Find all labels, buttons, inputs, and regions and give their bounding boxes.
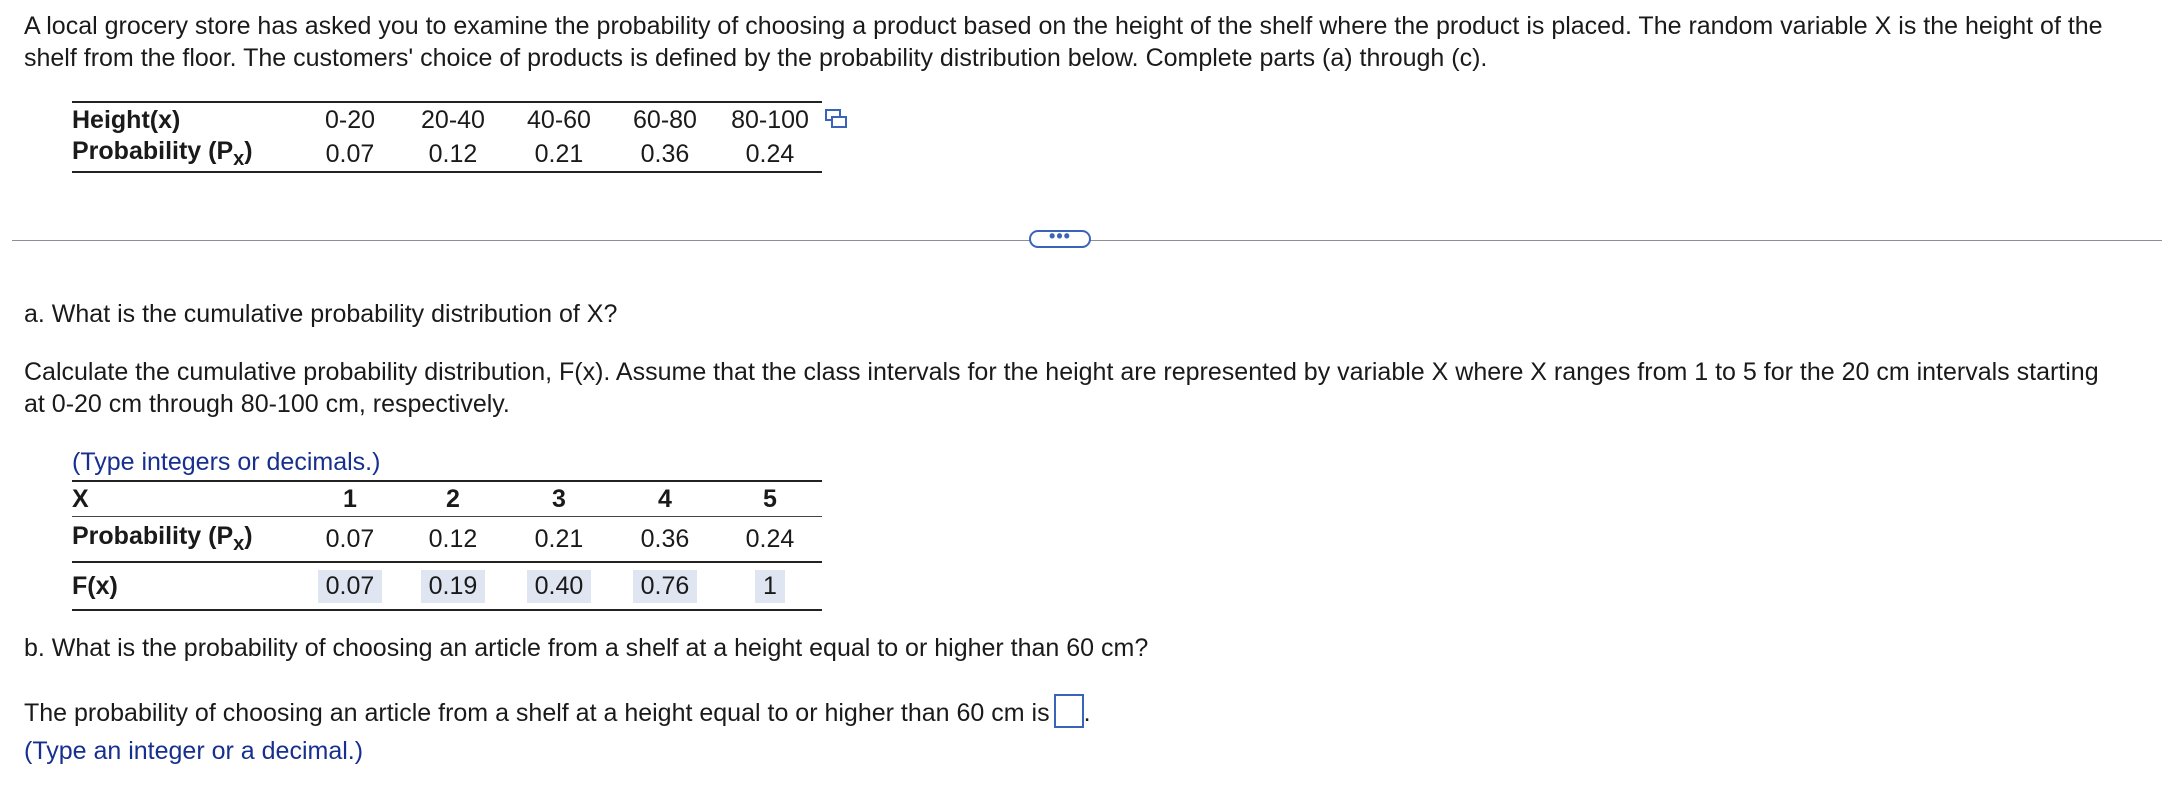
x-row — [72, 481, 822, 517]
x-cell: 4 — [658, 484, 672, 513]
height-cell: 0-20 — [324, 105, 376, 134]
probability-text: Probability — [72, 137, 202, 165]
cumulative-table — [72, 480, 822, 611]
probability-text: Probability — [72, 522, 202, 550]
x-cell: 1 — [343, 484, 357, 513]
cumulative-row — [72, 562, 822, 610]
problem-intro: A local grocery store has asked you to examine the probability of choosing a product based on the height of the shelf where the product is placed. The random variable X is the height of the shelf from the floor. The customers' choice of products is defined by the probability distribution below. Complete parts (a) through (c). — [24, 12, 2103, 72]
px-letter: P — [216, 522, 234, 550]
part-b-answer-line — [24, 697, 2144, 731]
cumulative-value: 0.76 — [633, 570, 698, 603]
height-cell: 40-60 — [527, 105, 591, 134]
height-cell: 20-40 — [421, 105, 485, 134]
prob-cell: 0.07 — [325, 524, 375, 553]
part-a-hint: (Type integers or decimals.) — [72, 448, 381, 476]
prob-cell: 0.21 — [534, 524, 584, 553]
prob-cell: 0.12 — [428, 524, 478, 553]
cumulative-value: 0.07 — [318, 570, 383, 603]
prob-cell: 0.24 — [745, 524, 795, 553]
px-symbol: $(P_x)$ — [208, 522, 253, 555]
cumulative-cell — [612, 562, 718, 610]
probability-row — [72, 137, 822, 172]
prob-cell: 0.21 — [534, 139, 584, 168]
probability-label — [72, 137, 300, 172]
height-cell: 60-80 — [633, 105, 697, 134]
part-b-question: b. What is the probability of choosing an article from a shelf at a height equal to or higher than 60 cm? — [24, 634, 1149, 662]
px-letter: P — [216, 137, 234, 165]
px-symbol: $(P_x)$ — [208, 137, 253, 170]
prob-cell: 0.36 — [640, 139, 690, 168]
cumulative-value: 0.19 — [421, 570, 486, 603]
distribution-table — [72, 101, 822, 173]
px-subscript: x — [233, 533, 245, 555]
prob-cell: 0.07 — [325, 139, 375, 168]
prob-cell: 0.12 — [428, 139, 478, 168]
height-label: Height(x) — [72, 105, 181, 134]
probability-label — [72, 517, 300, 563]
x-label: X — [72, 484, 89, 513]
prob-cell: 0.24 — [745, 139, 795, 168]
cumulative-cell — [718, 562, 822, 610]
answer-input[interactable] — [1054, 694, 1084, 728]
part-b-hint: (Type an integer or a decimal.) — [24, 737, 364, 765]
px-subscript: x — [233, 148, 245, 170]
expand-button[interactable]: ••• — [1029, 230, 1091, 248]
x-cell: 3 — [552, 484, 566, 513]
cumulative-cell — [300, 562, 400, 610]
cumulative-cell — [506, 562, 612, 610]
part-a-question: a. What is the cumulative probability distribution of X? — [24, 300, 618, 328]
height-cell: 80-100 — [731, 105, 809, 134]
cumulative-value: 0.40 — [527, 570, 592, 603]
cumulative-value: 1 — [755, 570, 785, 603]
cumulative-cell — [400, 562, 506, 610]
height-row — [72, 102, 822, 137]
f-label: F(x) — [72, 571, 118, 600]
part-a-instruction: Calculate the cumulative probability distribution, F(x). Assume that the class intervals for the height are represented by variable X where X ranges from 1 to 5 for the 20 cm intervals starting at 0-20 cm through 80-100 cm, respectively. — [24, 358, 2099, 418]
probability-row — [72, 517, 822, 563]
prob-cell: 0.36 — [640, 524, 690, 553]
part-b-answer-suffix: . — [1083, 699, 1091, 727]
x-cell: 5 — [763, 484, 777, 513]
copy-table-icon[interactable] — [825, 109, 847, 129]
x-cell: 2 — [446, 484, 460, 513]
part-b-answer-prefix: The probability of choosing an article from a shelf at a height equal to or higher than 60 cm is — [24, 699, 1050, 727]
